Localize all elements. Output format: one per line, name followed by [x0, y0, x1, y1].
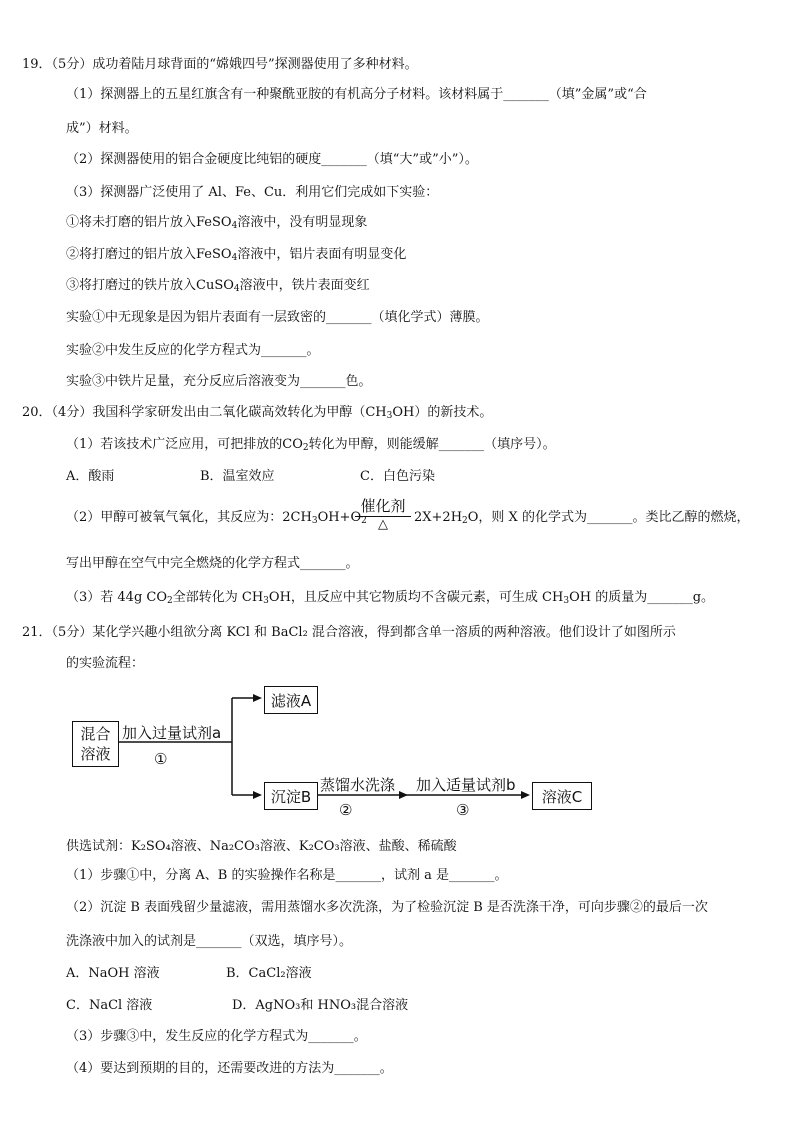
mixed-solution-top: 混合 — [80, 725, 111, 743]
q19-result-2: 实验②中发生反应的化学方程式为_______。 — [66, 343, 320, 358]
heat-symbol: △ — [378, 517, 388, 532]
mixed-solution-bottom: 溶液 — [80, 745, 111, 763]
q21-option-c: C．NaCl 溶液 — [66, 998, 153, 1013]
q19-experiment-1: ①将未打磨的铝片放入FeSO$_4$溶液中，没有明显现象 — [66, 215, 368, 231]
step-1-label: ① — [154, 750, 168, 768]
catalyst-label: 催化剂 — [360, 497, 406, 515]
solution-c-box: 溶液C — [532, 782, 592, 810]
precipitate-b-box: 沉淀B — [264, 782, 318, 810]
q20-option-b: B．温室效应 — [200, 469, 275, 484]
reagent-b-label: 加入适量试剂b — [416, 776, 516, 794]
q21-part4: （4）要达到预期的目的，还需要改进的方法为_______。 — [66, 1061, 393, 1076]
q19-result-1: 实验①中无现象是因为铝片表面有一层致密的_______（填化学式）薄膜。 — [66, 310, 489, 325]
q21-option-d: D．AgNO₃和 HNO₃混合溶液 — [232, 998, 409, 1013]
wash-label: 蒸馏水洗涤 — [320, 776, 396, 794]
filtrate-a-box: 滤液A — [264, 686, 318, 714]
q20-part2-line2: 写出甲醇在空气中完全燃烧的化学方程式_______。 — [66, 556, 359, 571]
q21-option-a: A．NaOH 溶液 — [66, 966, 160, 981]
q20-part2-tail: $2X+2H_2O$，则 X 的化学式为_______。类比乙醇的燃烧， — [414, 510, 750, 526]
q20-part2-lead: （2）甲醇可被氧气氧化，其反应为：$2CH_3OH+O_2$ — [66, 510, 367, 526]
q21-supply-reagents: 供选试剂：K₂SO₄溶液、Na₂CO₃溶液、K₂CO₃溶液、盐酸、稀硫酸 — [66, 839, 457, 854]
q19-part2: （2）探测器使用的铝合金硬度比纯铝的硬度_______（填“大”或”小”）。 — [66, 152, 478, 167]
reagent-a-label: 加入过量试剂a — [122, 724, 222, 742]
q20-option-c: C．白色污染 — [360, 469, 435, 484]
q19-experiment-2: ②将打磨过的铝片放入FeSO$_4$溶液中，铝片表面有明显变化 — [66, 247, 407, 263]
q19-part1-line1: （1）探测器上的五星红旗含有一种聚酰亚胺的有机高分子材料。该材料属于_______（填”金属”或“合 — [66, 87, 647, 102]
q20-part1: （1）若该技术广泛应用，可把排放的$CO_2$转化为甲醇，则能缓解_______（填序号）。 — [66, 437, 556, 453]
q21-part3: （3）步骤③中，发生反应的化学方程式为_______。 — [66, 1029, 367, 1044]
q19-part3: （3）探测器广泛使用了 Al、Fe、Cu．利用它们完成如下实验： — [66, 185, 439, 200]
q21-part2-line1: （2）沉淀 B 表面残留少量滤液，需用蒸馏水多次洗涤，为了检验沉淀 B 是否洗涤干净，可向步骤②的最后一次 — [66, 900, 708, 915]
mixed-solution-box — [72, 721, 119, 767]
q21-option-b: B．CaCl₂溶液 — [226, 966, 312, 981]
step-3-label: ③ — [456, 801, 470, 819]
q20-option-a: A．酸雨 — [66, 469, 115, 484]
q21-part2-line2: 洗涤液中加入的试剂是_______（双选，填序号）。 — [66, 934, 353, 949]
q19-experiment-3: ③将打磨过的铁片放入CuSO$_4$溶液中，铁片表面变红 — [66, 278, 370, 294]
q19-part1-line2: 成”）材料。 — [66, 121, 138, 136]
q20-heading: 20．（4分）我国科学家研发出由二氧化碳高效转化为甲醇$(CH_3OH)$的新技术。 — [22, 405, 493, 421]
q21-heading-line2: 的实验流程： — [66, 656, 145, 671]
q20-part3: （3）若 44g $CO_2$全部转化为 $CH_3OH$，且反应中其它物质均不含碳元素，可生成 $CH_3OH$ 的质量为_______g。 — [66, 590, 715, 606]
q21-heading: 21．（5分）某化学兴趣小组欲分离 KCl 和 BaCl₂ 混合溶液，得到都含单一溶质的两种溶液。他们设计了如图所示 — [22, 625, 676, 640]
step-2-label: ② — [339, 801, 353, 819]
q21-part1: （1）步骤①中，分离 A、B 的实验操作名称是_______，试剂 a 是_______。 — [66, 868, 508, 883]
q19-heading: 19．（5分）成功着陆月球背面的“嫦娥四号”探测器使用了多种材料。 — [22, 57, 418, 72]
q19-result-3: 实验③中铁片足量，充分反应后溶液变为_______色。 — [66, 374, 372, 389]
